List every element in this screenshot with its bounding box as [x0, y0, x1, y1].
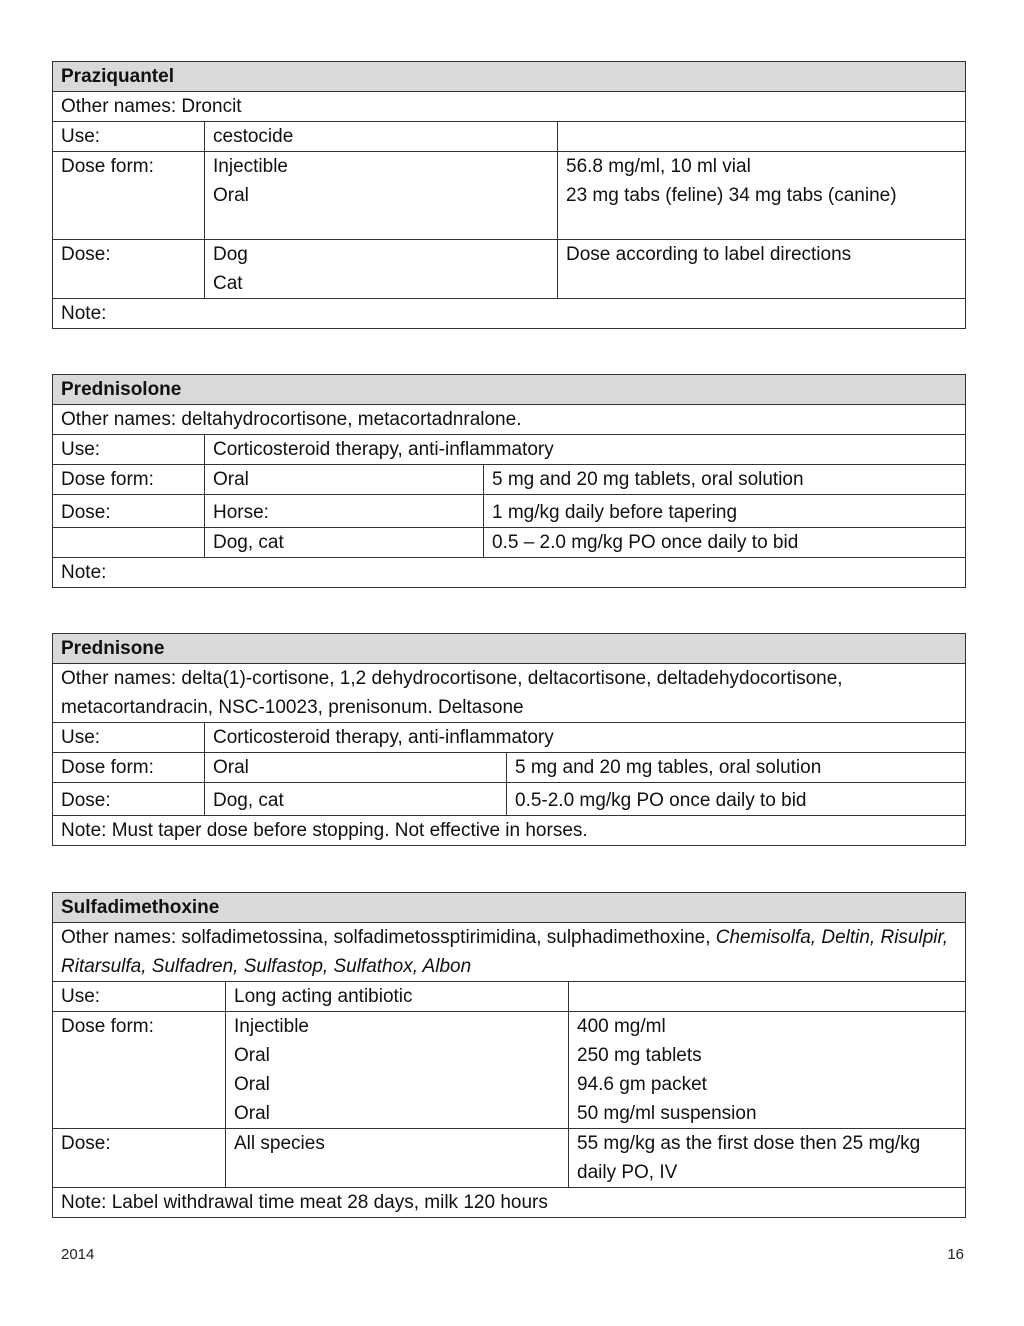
use-value: Corticosteroid therapy, anti-inflammatory [205, 723, 966, 753]
dose-form-detail: 50 mg/ml suspension [577, 1103, 757, 1124]
dose-species: Horse: [205, 495, 484, 528]
dose-species: Dog [213, 244, 248, 265]
other-names-plain: Other names: solfadimetossina, solfadimetossptirimidina, sulphadimethoxine, [61, 927, 716, 948]
dose-label: Dose: [53, 495, 205, 528]
dose-form: Oral [234, 1103, 270, 1124]
footer-year: 2014 [61, 1246, 95, 1263]
use-value: Long acting antibiotic [226, 982, 569, 1012]
note: Note: [53, 558, 966, 588]
note: Note: Must taper dose before stopping. Not effective in horses. [53, 816, 966, 846]
dose-form: Injectible [234, 1016, 309, 1037]
dose-form-detail: 5 mg and 20 mg tablets, oral solution [484, 465, 966, 495]
use-value: Corticosteroid therapy, anti-inflammatory [205, 435, 966, 465]
drug-table-prednisolone [52, 374, 966, 588]
use-label: Use: [53, 122, 205, 152]
drug-name: Prednisone [53, 634, 966, 664]
use-label: Use: [53, 982, 226, 1012]
other-names [53, 923, 966, 982]
dose-details: 0.5-2.0 mg/kg PO once daily to bid [507, 783, 966, 816]
dose-form-detail: 56.8 mg/ml, 10 ml vial [566, 156, 751, 177]
dose-form-label: Dose form: [53, 1012, 226, 1129]
dose-species: Dog, cat [205, 528, 484, 558]
dose-details: Dose according to label directions [558, 240, 966, 299]
dose-form: Oral [205, 753, 507, 783]
empty-cell [558, 122, 966, 152]
dose-form-cell [226, 1012, 569, 1129]
dose-label: Dose: [53, 240, 205, 299]
dose-species: All species [226, 1129, 569, 1188]
dose-label: Dose: [53, 783, 205, 816]
drug-table-prednisone [52, 633, 966, 846]
use-value: cestocide [205, 122, 558, 152]
dose-form: Oral [205, 465, 484, 495]
dose-form-label: Dose form: [53, 465, 205, 495]
note: Note: Label withdrawal time meat 28 days, milk 120 hours [53, 1188, 966, 1218]
page-number: 16 [947, 1246, 964, 1263]
dose-form: Oral [234, 1045, 270, 1066]
use-label: Use: [53, 435, 205, 465]
other-names-brands: Chemisolfa, Deltin, Risulpir, Ritarsulfa, Sulfadren, Sulfastop, Sulfathox, Albon [61, 927, 949, 977]
drug-name: Sulfadimethoxine [53, 893, 966, 923]
empty-cell [569, 982, 966, 1012]
dose-form: Oral [213, 185, 249, 206]
dose-form-label: Dose form: [53, 753, 205, 783]
dose-species-cell [205, 240, 558, 299]
dose-form: Oral [234, 1074, 270, 1095]
use-label: Use: [53, 723, 205, 753]
dose-species: Dog, cat [205, 783, 507, 816]
dose-species: Cat [213, 273, 243, 294]
dose-form-detail: 5 mg and 20 mg tables, oral solution [507, 753, 966, 783]
drug-name: Prednisolone [53, 375, 966, 405]
drug-table-sulfadimethoxine [52, 892, 966, 1218]
drug-table-praziquantel [52, 61, 966, 329]
dose-form: Injectible [213, 156, 288, 177]
other-names: Other names: Droncit [53, 92, 966, 122]
other-names: Other names: deltahydrocortisone, metacortadnralone. [53, 405, 966, 435]
dose-form-detail: 250 mg tablets [577, 1045, 702, 1066]
other-names: Other names: delta(1)-cortisone, 1,2 dehydrocortisone, deltacortisone, deltadehydocortisone, metacortandracin, NSC-10023, prenisonum. Deltasone [53, 664, 966, 723]
dose-form-detail: 94.6 gm packet [577, 1074, 707, 1095]
drug-name: Praziquantel [53, 62, 966, 92]
dose-form-detail: 23 mg tabs (feline) 34 mg tabs (canine) [566, 185, 897, 206]
dose-form-detail-cell [558, 152, 966, 240]
dose-label: Dose: [53, 1129, 226, 1188]
dose-form-detail-cell [569, 1012, 966, 1129]
dose-form-detail: 400 mg/ml [577, 1016, 666, 1037]
empty-cell [53, 528, 205, 558]
dose-amount: 1 mg/kg daily before tapering [484, 495, 966, 528]
dose-form-label: Dose form: [53, 152, 205, 240]
note: Note: [53, 299, 966, 329]
dose-details: 55 mg/kg as the first dose then 25 mg/kg daily PO, IV [569, 1129, 966, 1188]
dose-amount: 0.5 – 2.0 mg/kg PO once daily to bid [484, 528, 966, 558]
dose-form-cell [205, 152, 558, 240]
